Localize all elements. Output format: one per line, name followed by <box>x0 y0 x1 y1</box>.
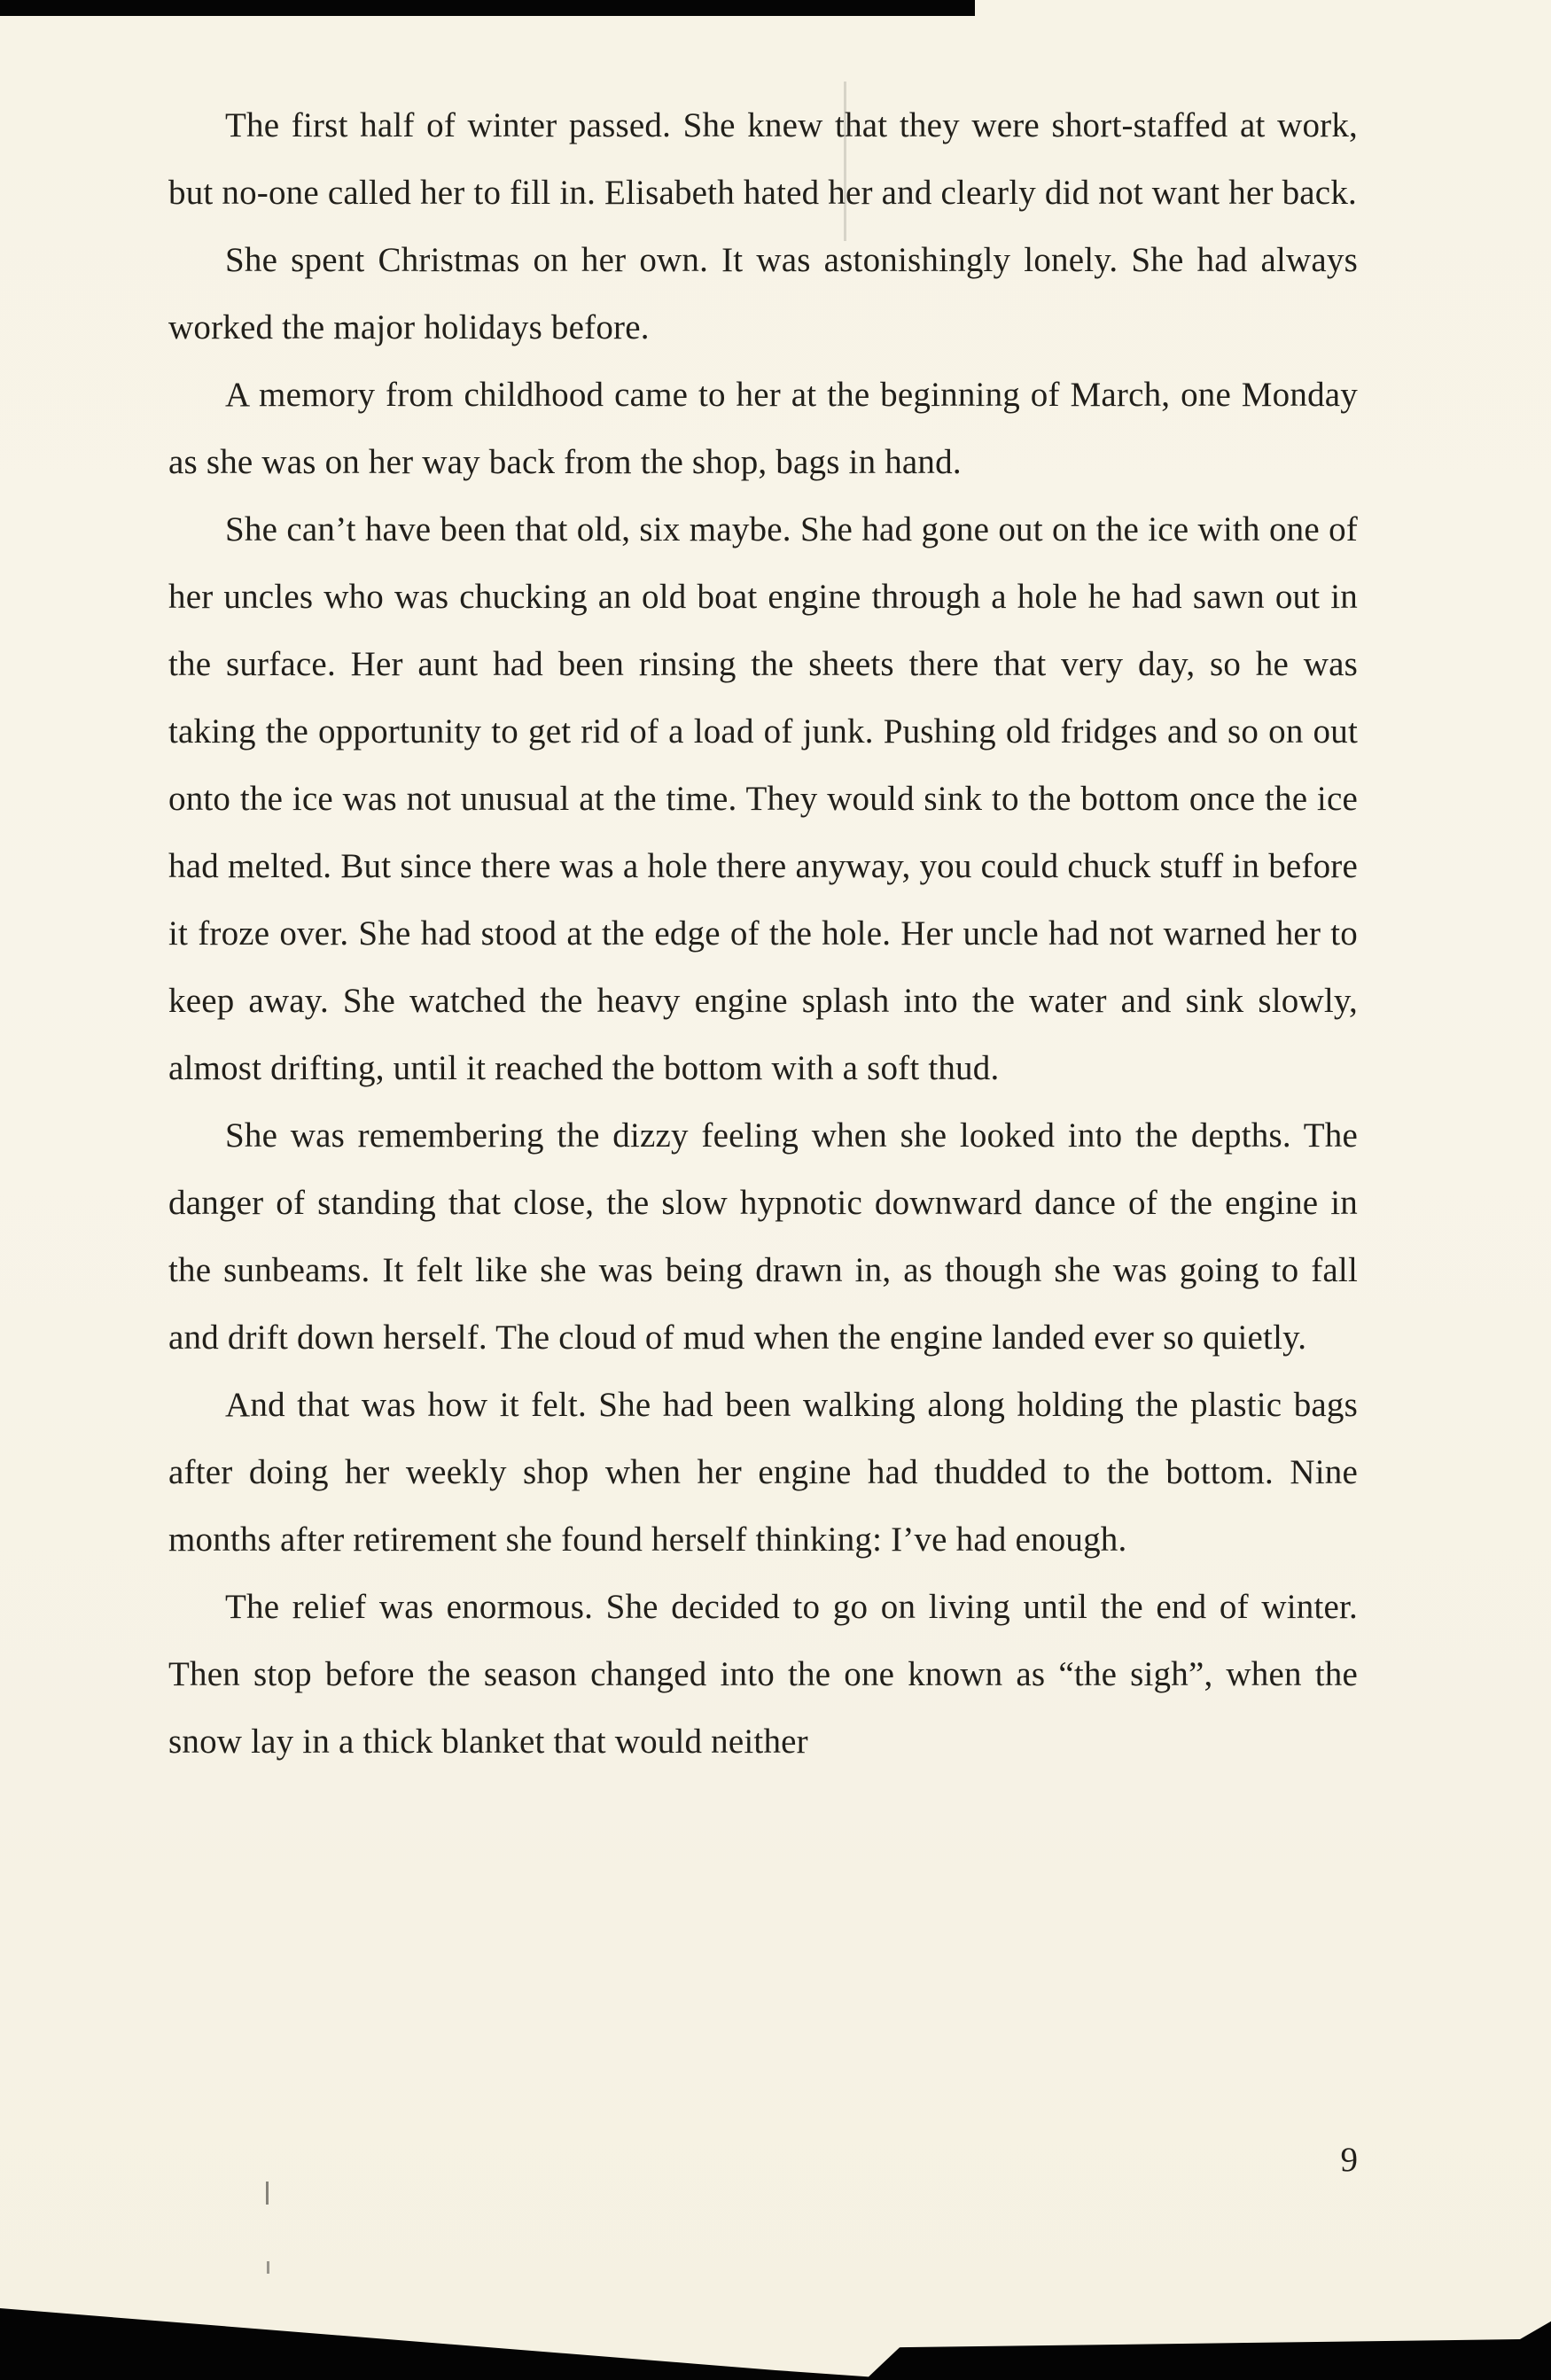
paragraph-1: The first half of winter passed. She knew that they were short-staffed at work, but no-one called her to fill in. Elisabeth hated her and clearly did not want her back. <box>168 106 1358 212</box>
paragraph-2: She spent Christmas on her own. It was astonishingly lonely. She had always worked the major holidays before. <box>168 241 1358 346</box>
paragraph-3: A memory from childhood came to her at the beginning of March, one Monday as she was on her way back from the shop, bags in hand. <box>168 376 1358 481</box>
paragraph-5: She was remembering the dizzy feeling when she looked into the depths. The danger of standing that close, the slow hypnotic downward dance of the engine in the sunbeams. It felt like she was being drawn in, as though she was going to fall and drift down herself. The cloud of mud when the engine landed ever so quietly. <box>168 1116 1358 1357</box>
paragraph-6: And that was how it felt. She had been walking along holding the plastic bags after doing her weekly shop when her engine had thudded to the bottom. Nine months after retirement she found herself thinking: I’ve had enough. <box>168 1386 1358 1559</box>
scan-speck <box>267 2261 269 2274</box>
scan-artifact-top-bar <box>0 0 975 16</box>
scan-speck <box>266 2182 269 2205</box>
body-text <box>168 92 1358 1776</box>
paragraph-7: The relief was enormous. She decided to go on living until the end of winter. Then stop before the season changed into the one known as “the sigh”, when the snow lay in a thick blanket that would neither <box>168 1588 1358 1761</box>
paragraph-4: She can’t have been that old, six maybe. She had gone out on the ice with one of her uncles who was chucking an old boat engine through a hole he had sawn out in the surface. Her aunt had been rinsing the sheets there that very day, so he was taking the opportunity to get rid of a load of junk. Pushing old fridges and so on out onto the ice was not unusual at the time. They would sink to the bottom once the ice had melted. But since there was a hole there anyway, you could chuck stuff in before it froze over. She had stood at the edge of the hole. Her uncle had not warned her to keep away. She watched the heavy engine splash into the water and sink slowly, almost drifting, until it reached the bottom with a soft thud. <box>168 510 1358 1087</box>
page-number: 9 <box>1340 2141 1358 2179</box>
